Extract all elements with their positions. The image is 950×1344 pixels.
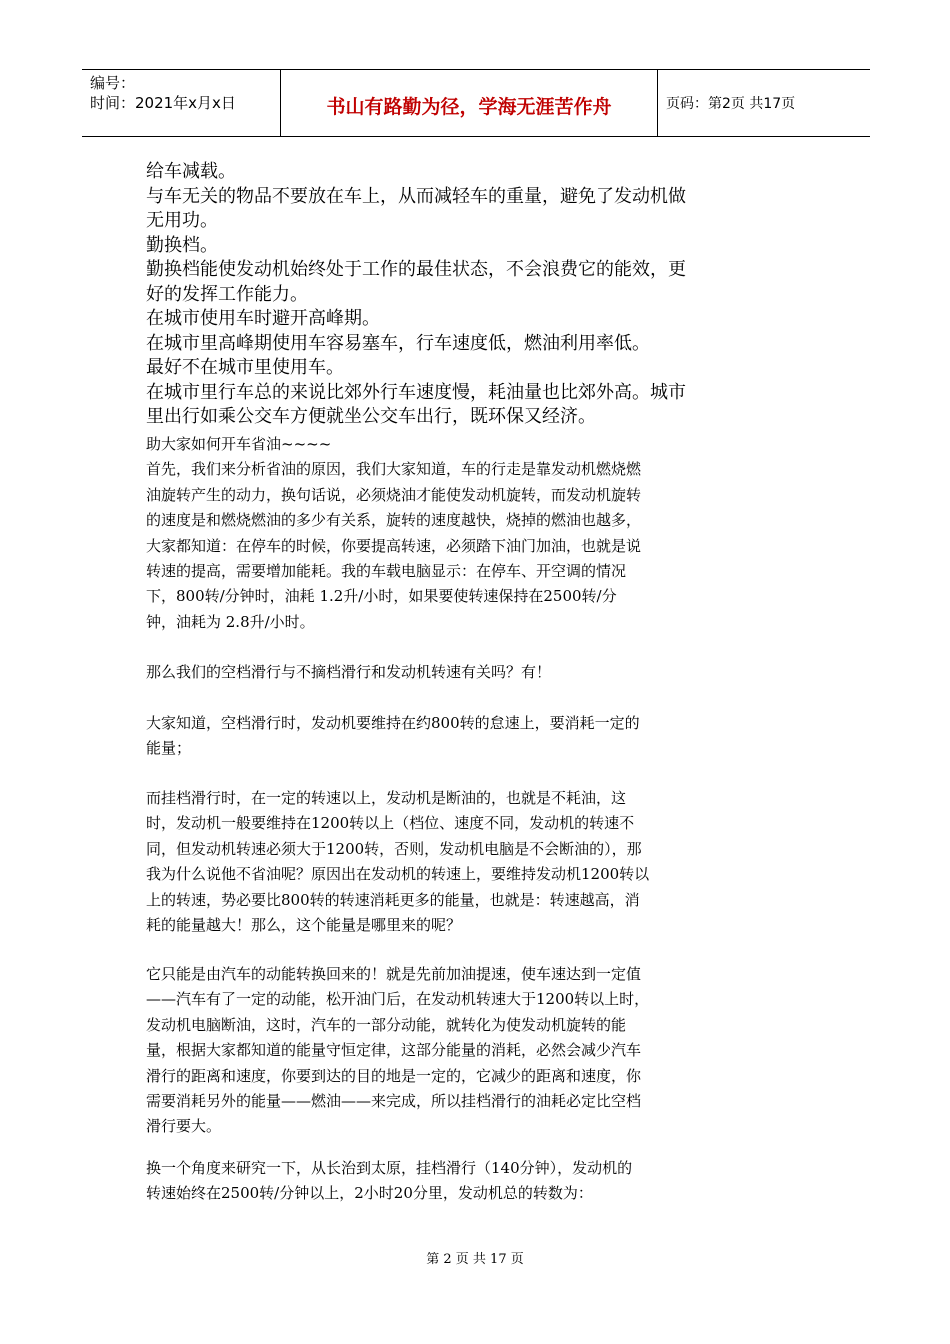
header-page-info: 页码：第2页 共17页: [666, 96, 796, 112]
text-line: 耗的能量越大！那么，这个能量是哪里来的呢？: [146, 915, 462, 934]
text-line: 需要消耗另外的能量——燃油——来完成，所以挂档滑行的油耗必定比空档: [146, 1091, 642, 1110]
text-line: 在城市里高峰期使用车容易塞车，行车速度低，燃油利用率低。: [146, 332, 650, 354]
page-header: [82, 69, 870, 137]
text-line: 钟，油耗为 2.8升/小时。: [146, 612, 315, 631]
text-line: 它只能是由汽车的动能转换回来的！就是先前加油提速，使车速达到一定值: [146, 965, 642, 983]
text-line: 大家都知道：在停车的时候，你要提高转速，必须踏下油门加油，也就是说: [146, 536, 642, 555]
tips-section: [146, 160, 826, 430]
text-line: 首先，我们来分析省油的原因，我们大家知道，车的行走是靠发动机燃烧燃: [146, 460, 642, 479]
text-line: 勤换档。: [146, 234, 218, 256]
text-line: 里出行如乘公交车方便就坐公交车出行，既环保又经济。: [146, 406, 596, 427]
text-line: 与车无关的物品不要放在车上，从而减轻车的重量，避免了发动机做: [146, 185, 686, 207]
header-meta-cell: [82, 70, 281, 136]
text-line: 上的转速，势必要比800转的转速消耗更多的能量，也就是：转速越高，消: [146, 890, 640, 909]
header-motto: 书山有路勤为径，学海无涯苦作舟: [326, 96, 612, 118]
text-line: 而挂档滑行时，在一定的转速以上，发动机是断油的，也就是不耗油，这: [146, 789, 627, 807]
paragraph-intro: [146, 432, 806, 635]
text-line: 油旋转产生的动力，换句话说，必须烧油才能使发动机旋转，而发动机旋转: [146, 485, 642, 504]
page-footer: 第 2 页 共 17 页: [426, 1252, 524, 1267]
text-line: 在城市使用车时避开高峰期。: [146, 308, 380, 329]
text-line: 我为什么说他不省油呢？原因出在发动机的转速上，要维持发动机1200转以: [146, 865, 650, 884]
text-line: 滑行的距离和速度，你要到达的目的地是一定的，它减少的距离和速度，你: [146, 1066, 642, 1085]
text-line: 转速始终在2500转/分钟以上，2小时20分里，发动机总的转数为：: [146, 1184, 593, 1203]
text-line: 滑行要大。: [146, 1117, 222, 1136]
text-line: 量，根据大家都知道的能量守恒定律，这部分能量的消耗，必然会减少汽车: [146, 1041, 642, 1060]
header-motto-cell: [281, 70, 658, 136]
text-line: 给车减载。: [146, 161, 236, 182]
paragraph-neutral-coasting: [146, 711, 806, 762]
text-line: 好的发挥工作能力。: [146, 283, 308, 305]
paragraph-in-gear-coasting: [146, 786, 806, 938]
text-line: 时，发动机一般要维持在1200转以上（档位、速度不同，发动机的转速不: [146, 814, 635, 833]
document-number-label: 编号：: [90, 74, 136, 92]
text-line: 在城市里行车总的来说比郊外行车速度慢，耗油量也比郊外高。城市: [146, 381, 686, 403]
paragraph-case-study: [146, 1156, 806, 1207]
text-line: 大家知道，空档滑行时，发动机要维持在约800转的怠速上，要消耗一定的: [146, 714, 640, 732]
text-line: 同，但发动机转速必须大于1200转，否则，发动机电脑是不会断油的），那: [146, 839, 642, 858]
paragraph-question: [146, 660, 806, 685]
text-line: 的速度是和燃烧燃油的多少有关系，旋转的速度越快，烧掉的燃油也越多，: [146, 511, 642, 530]
text-line: 换一个角度来研究一下，从长治到太原，挂档滑行（140分钟），发动机的: [146, 1159, 633, 1177]
text-line: 发动机电脑断油，这时，汽车的一部分动能，就转化为使发动机旋转的能: [146, 1015, 627, 1034]
text-line: ——汽车有了一定的动能，松开油门后，在发动机转速大于1200转以上时，: [146, 990, 650, 1009]
header-page-cell: [658, 70, 870, 136]
paragraph-kinetic-energy: [146, 962, 806, 1140]
text-line: 勤换档能使发动机始终处于工作的最佳状态，不会浪费它的能效，更: [146, 259, 686, 280]
text-line: 最好不在城市里使用车。: [146, 357, 344, 378]
text-line: 转速的提高，需要增加能耗。我的车载电脑显示：在停车、开空调的情况: [146, 561, 627, 580]
text-line: 下，800转/分钟时，油耗 1.2升/小时，如果要使转速保持在2500转/分: [146, 587, 617, 606]
document-date-label: 时间：2021年x月x日: [90, 94, 236, 112]
text-line: 能量；: [146, 739, 192, 758]
text-line: 助大家如何开车省油~~~~: [146, 435, 332, 453]
text-line: 那么我们的空档滑行与不摘档滑行和发动机转速有关吗？有！: [146, 663, 552, 681]
text-line: 无用功。: [146, 210, 218, 231]
